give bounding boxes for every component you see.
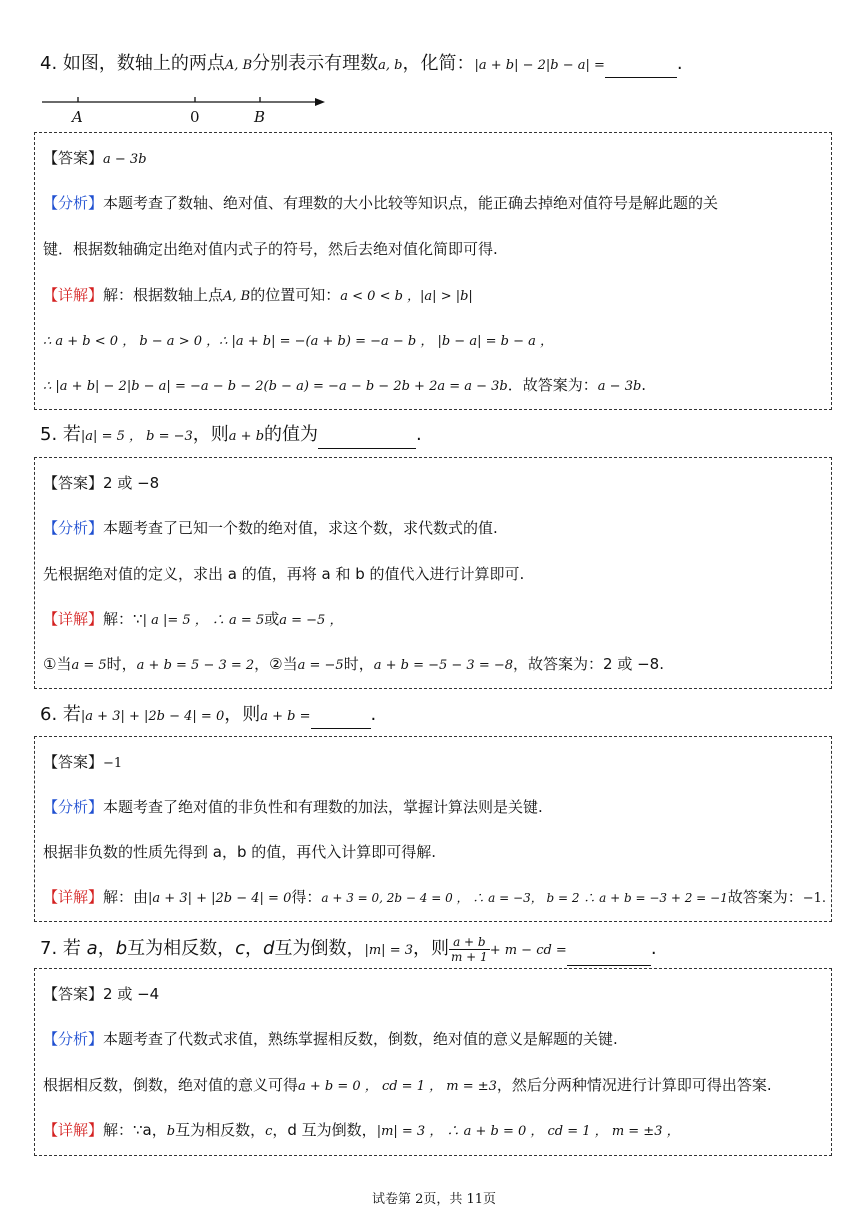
answer-tag: 【答案】	[43, 985, 104, 1003]
question-7: 7. 若 a，b互为相反数，c，d互为倒数，|m| = 3，则 $\frac{a + b}{m + 1}$ + m − cd = .	[40, 934, 657, 966]
answer-blank	[318, 430, 416, 449]
detail-tag: 【详解】	[43, 286, 104, 304]
analysis-line: 【分析】本题考查了数轴、绝对值、有理数的大小比较等知识点，能正确去掉绝对值符号是解此题的关	[43, 194, 719, 212]
detail-line: 【详解】解：∵a，b互为相反数，c，d 互为倒数，|m| = 3 ， ∴ a + b = 0 ， cd = 1 ， m = ±3 ，	[43, 1121, 680, 1139]
axis-label-a: A	[72, 108, 83, 126]
question-5: 5. 若|a| = 5 ， b = −3，则a + b的值为 .	[40, 423, 422, 449]
answer-box-q4	[34, 132, 832, 410]
question-6: 6. 若|a + 3| + |2b − 4| = 0，则a + b = .	[40, 703, 376, 729]
answer-value: a − 3b	[103, 152, 147, 167]
detail-tag: 【详解】	[43, 610, 104, 628]
answer-value: 2 或 −4	[103, 985, 160, 1003]
fraction: $\frac{a + b}{m + 1}$	[450, 934, 488, 964]
answer-tag: 【答案】	[43, 474, 104, 492]
answer-blank	[311, 710, 371, 729]
question-text: ，化简：	[402, 53, 475, 74]
answer-line	[43, 983, 159, 1005]
answer-blank	[567, 947, 651, 966]
analysis-tag: 【分析】	[43, 194, 104, 212]
answer-blank	[605, 59, 677, 78]
analysis-line: 根据相反数，倒数，绝对值的意义可得a + b = 0 ， cd = 1 ， m = ±3，然后分两种情况进行计算即可得出答案.	[43, 1076, 772, 1094]
answer-line	[43, 751, 122, 775]
detail-tag: 【详解】	[43, 888, 104, 906]
page-footer: 试卷第 2页，共 11页	[371, 1192, 497, 1207]
analysis-line: 【分析】本题考查了已知一个数的绝对值，求这个数，求代数式的值.	[43, 519, 498, 537]
answer-tag: 【答案】	[43, 149, 104, 167]
detail-line: 【详解】解：∵| a |= 5 ， ∴ a = 5或a = −5 ，	[43, 610, 343, 628]
analysis-tag: 【分析】	[43, 798, 104, 816]
detail-tag: 【详解】	[43, 1121, 104, 1139]
analysis-line: 【分析】本题考查了代数式求值，熟练掌握相反数，倒数，绝对值的意义是解题的关键.	[43, 1030, 618, 1048]
detail-line: ∴ |a + b| − 2|b − a| = −a − b − 2(b − a) = −a − b − 2b + 2a = a − 3b．故答案为：a − 3b.	[43, 376, 647, 394]
analysis-tag: 【分析】	[43, 519, 104, 537]
answer-box-q5	[34, 457, 832, 689]
question-4: 4. 如图，数轴上的两点A, B分别表示有理数a, b，化简：|a + b| − 2|b − a| = .	[40, 52, 683, 78]
analysis-line: 【分析】本题考查了绝对值的非负性和有理数的加法，掌握计算法则是关键.	[43, 798, 543, 816]
answer-box-q7	[34, 968, 832, 1156]
axis-label-zero: 0	[190, 108, 200, 126]
question-text: 如图，数轴上的两点	[62, 53, 225, 74]
question-number: 4.	[40, 53, 58, 74]
question-text: 分别表示有理数	[252, 53, 379, 74]
axis-label-b: B	[254, 108, 266, 126]
answer-line	[43, 147, 147, 171]
question-number: 7.	[40, 938, 58, 959]
question-number: 6.	[40, 704, 58, 725]
number-line-figure	[40, 88, 340, 128]
analysis-line: 先根据绝对值的定义，求出 a 的值，再将 a 和 b 的值代入进行计算即可.	[43, 565, 525, 583]
answer-box-q6	[34, 736, 832, 922]
analysis-line: 键．根据数轴确定出绝对值内式子的符号，然后去绝对值化简即可得.	[43, 240, 498, 258]
answer-tag: 【答案】	[43, 753, 104, 771]
detail-line: ∴ a + b < 0 ， b − a > 0 ，∴ |a + b| = −(a + b) = −a − b ， |b − a| = b − a ，	[43, 334, 553, 349]
detail-line: 【详解】解：根据数轴上点A, B的位置可知：a < 0 < b ，|a| > |b|	[43, 286, 473, 304]
answer-value: −1	[103, 756, 123, 771]
variable-labels: a, b	[378, 58, 403, 73]
analysis-tag: 【分析】	[43, 1030, 104, 1048]
number-line	[40, 88, 340, 108]
analysis-line: 根据非负数的性质先得到 a，b 的值，再代入计算即可得解.	[43, 843, 437, 861]
question-number: 5.	[40, 424, 58, 445]
point-labels: A, B	[224, 58, 253, 73]
question-expression: |a + b| − 2|b − a| =	[474, 58, 605, 73]
answer-line	[43, 472, 159, 494]
detail-line: ①当a = 5时，a + b = 5 − 3 = 2，②当a = −5时，a + b = −5 − 3 = −8，故答案为：2 或 −8.	[43, 655, 664, 673]
detail-line: 【详解】解：由|a + 3| + |2b − 4| = 0得：a + 3 = 0, 2b − 4 = 0 ， ∴ a = −3， b = 2 ∴ a + b = −3 + 2 = −1故答案为：−1.	[43, 888, 827, 906]
answer-value: 2 或 −8	[103, 474, 160, 492]
